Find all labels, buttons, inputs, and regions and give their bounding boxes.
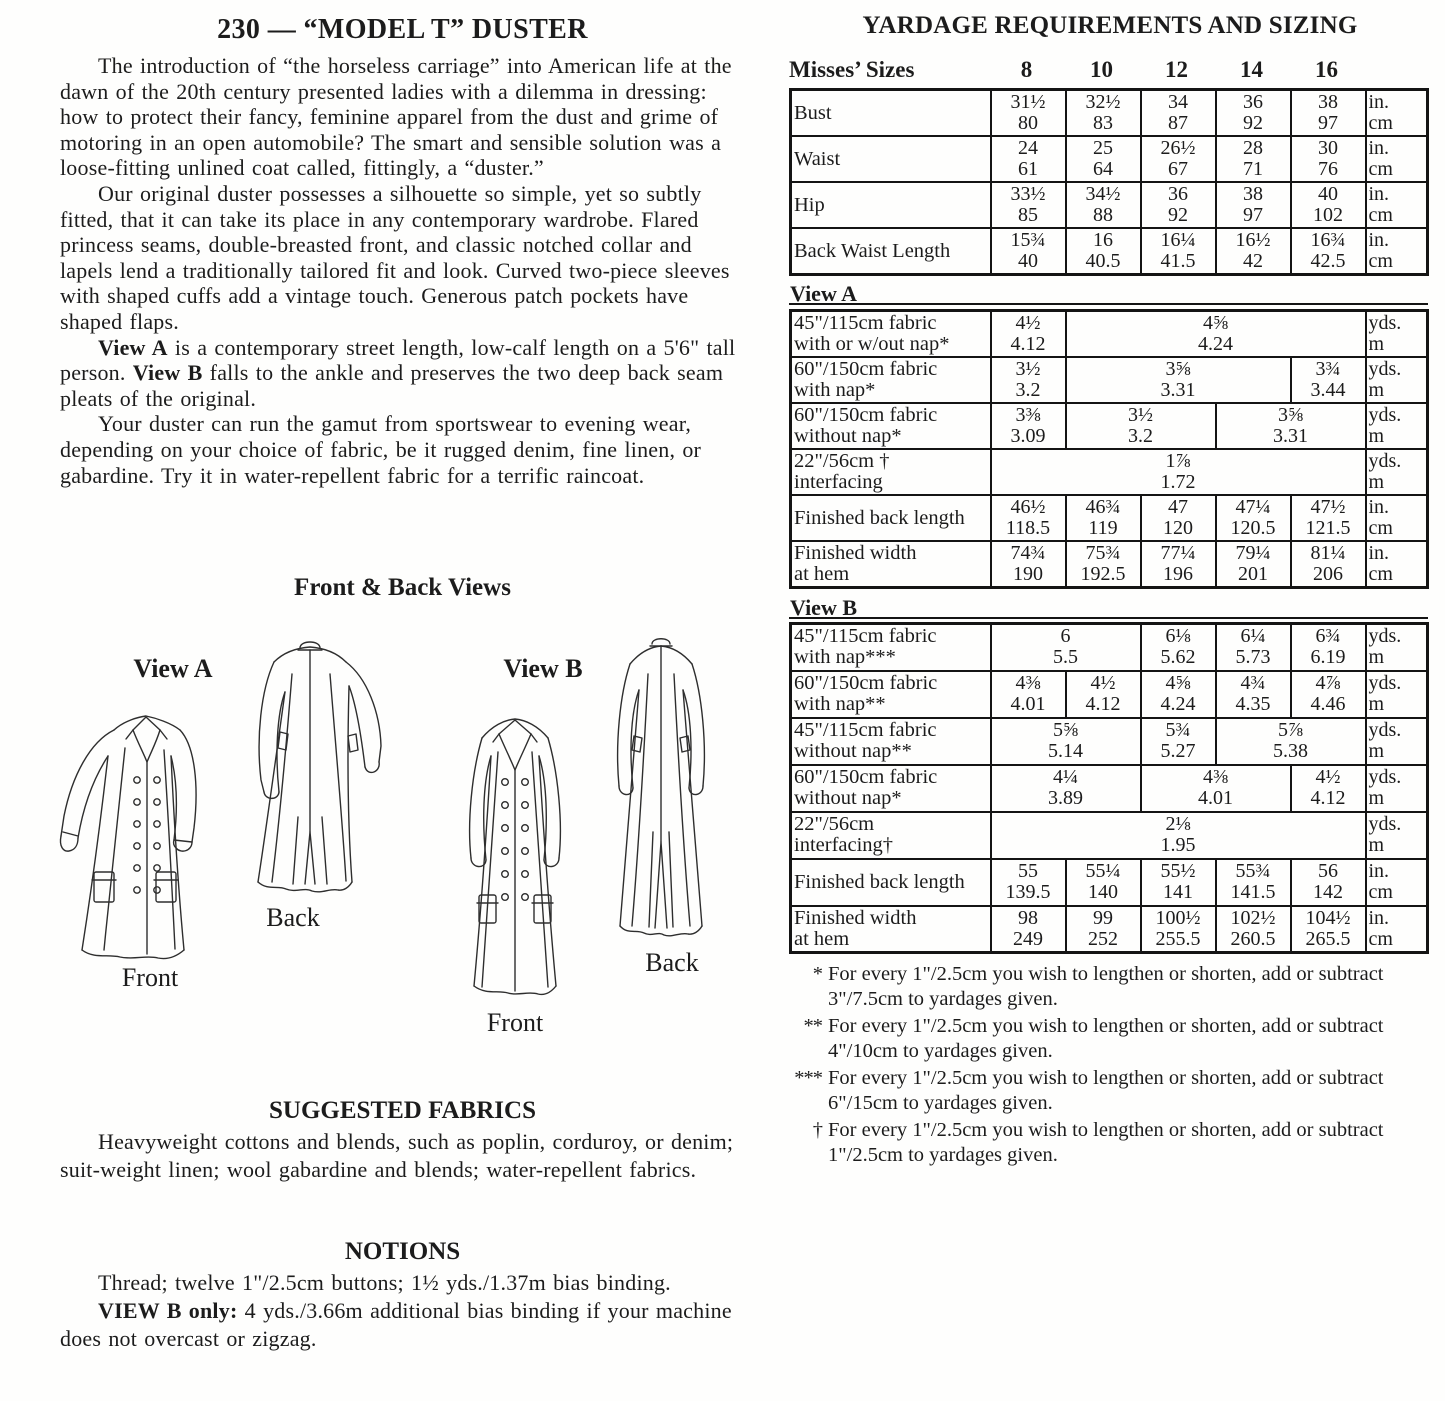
row-label: Waist — [791, 136, 991, 182]
value-cell: 4⅞ 4.46 — [1291, 671, 1366, 718]
value-cell: 98 249 — [991, 906, 1066, 953]
value-cell: 56 142 — [1291, 859, 1366, 906]
unit-cell: yds. m — [1366, 718, 1428, 765]
paragraph — [60, 53, 746, 181]
table-row — [791, 812, 1428, 859]
table-row — [791, 90, 1428, 137]
row-label: Finished width at hem — [791, 541, 991, 588]
views-heading: Front & Back Views — [294, 574, 511, 601]
view-b-label: View B — [503, 654, 583, 683]
value-cell: 74¾ 190 — [991, 541, 1066, 588]
value-cell: 79¼ 201 — [1216, 541, 1291, 588]
value-cell: 3⅝ 3.31 — [1216, 403, 1366, 449]
value-cell: 5⅞ 5.38 — [1216, 718, 1366, 765]
row-label: 60"/150cm fabric without nap* — [791, 765, 991, 812]
value-cell: 5⅝ 5.14 — [991, 718, 1141, 765]
value-cell: 4½ 4.12 — [1066, 671, 1141, 718]
value-cell: 6¾ 6.19 — [1291, 624, 1366, 671]
view-b-back-illustration — [598, 632, 724, 954]
size-numbers — [989, 57, 1364, 83]
intro-text-block — [60, 53, 746, 488]
size-column-header: 14 — [1240, 57, 1263, 82]
value-cell: 16 40.5 — [1066, 228, 1141, 275]
value-cell: 4⅜ 4.01 — [1141, 765, 1291, 812]
value-cell: 40 102 — [1291, 182, 1366, 228]
row-label: 45"/115cm fabric with nap*** — [791, 624, 991, 671]
value-cell: 104½ 265.5 — [1291, 906, 1366, 953]
size-column-header: 10 — [1090, 57, 1113, 82]
table-row — [791, 718, 1428, 765]
coat-outline — [60, 716, 196, 959]
row-label: 60"/150cm fabric without nap* — [791, 403, 991, 449]
row-label: 60"/150cm fabric with nap* — [791, 357, 991, 403]
value-cell: 47½ 121.5 — [1291, 495, 1366, 541]
view-b-front-caption: Front — [486, 1008, 544, 1037]
value-cell: 4¾ 4.35 — [1216, 671, 1291, 718]
value-cell: 24 61 — [991, 136, 1066, 182]
value-cell: 6 5.5 — [991, 624, 1141, 671]
unit-cell: yds. m — [1366, 765, 1428, 812]
footnote-text: For every 1"/2.5cm you wish to lengthen or shorten, add or subtract 1"/2.5cm to yardages given. — [828, 1119, 1384, 1166]
view-a-label: View A — [133, 654, 213, 683]
paragraph: Thread; twelve 1"/2.5cm buttons; 1½ yds./1.37m bias binding. — [98, 1270, 671, 1295]
row-label: 22"/56cm interfacing† — [791, 812, 991, 859]
value-cell: 36 92 — [1216, 90, 1291, 137]
table-row — [791, 182, 1428, 228]
view-a-front-caption: Front — [121, 963, 179, 992]
value-cell: 46¾ 119 — [1066, 495, 1141, 541]
table-row — [791, 541, 1428, 588]
footnote-text: For every 1"/2.5cm you wish to lengthen or shorten, add or subtract 3"/7.5cm to yardages given. — [828, 963, 1384, 1010]
misses-sizes-label: Misses’ Sizes — [789, 57, 915, 82]
value-cell: 31½ 80 — [991, 90, 1066, 137]
notions-heading: NOTIONS — [344, 1238, 461, 1265]
value-cell: 5¾ 5.27 — [1141, 718, 1216, 765]
footnote-text: For every 1"/2.5cm you wish to lengthen or shorten, add or subtract 4"/10cm to yardages given. — [828, 1015, 1384, 1062]
table-row — [791, 671, 1428, 718]
unit-cell: in. cm — [1366, 495, 1428, 541]
table-row — [791, 357, 1428, 403]
unit-cell: yds. m — [1366, 624, 1428, 671]
footnote — [786, 1118, 1438, 1168]
view-b-yardage-table — [789, 622, 1429, 954]
footnote-text: For every 1"/2.5cm you wish to lengthen or shorten, add or subtract 6"/15cm to yardages given. — [828, 1067, 1384, 1114]
view-b-front-illustration — [452, 690, 578, 1008]
row-label: Finished width at hem — [791, 906, 991, 953]
value-cell: 47 120 — [1141, 495, 1216, 541]
value-cell: 4½ 4.12 — [1291, 765, 1366, 812]
value-cell: 34 87 — [1141, 90, 1216, 137]
view-a-back-caption: Back — [266, 903, 320, 932]
value-cell: 38 97 — [1291, 90, 1366, 137]
value-cell: 30 76 — [1291, 136, 1366, 182]
unit-cell: in. cm — [1366, 541, 1428, 588]
suggested-fabrics-heading: SUGGESTED FABRICS — [269, 1097, 536, 1124]
value-cell: 28 71 — [1216, 136, 1291, 182]
value-cell: 55¼ 140 — [1066, 859, 1141, 906]
text-run: Our original duster possesses a silhouette so simple, yet so subtly fitted, that it can take its place in any contemporary wardrobe. Flared princess seams, double-breasted front, and classic notched collar and lapels lend a traditionally tailored fit and look. Curved two-piece sleeves with shaped cuffs add a vintage touch. Generous patch pockets have shaped flaps. — [60, 180, 730, 334]
footnotes-block — [786, 962, 1438, 1170]
value-cell: 3½ 3.2 — [991, 357, 1066, 403]
value-cell: 47¼ 120.5 — [1216, 495, 1291, 541]
unit-cell: yds. m — [1366, 357, 1428, 403]
value-cell: 6⅛ 5.62 — [1141, 624, 1216, 671]
row-label: 60"/150cm fabric with nap** — [791, 671, 991, 718]
view-b-section-label: View B — [790, 595, 858, 620]
view-a-back-illustration — [228, 632, 392, 908]
value-cell: 15¾ 40 — [991, 228, 1066, 275]
coat-outline — [618, 639, 705, 936]
table-row — [791, 136, 1428, 182]
unit-cell: in. cm — [1366, 90, 1428, 137]
footnote-marker: † — [812, 1119, 822, 1141]
text-run: View A — [98, 334, 168, 360]
value-cell: 55 139.5 — [991, 859, 1066, 906]
footnote-marker: ** — [803, 1015, 822, 1037]
footnote — [786, 1066, 1438, 1116]
paragraph: Heavyweight cottons and blends, such as poplin, corduroy, or denim; suit-weight linen; wool gabardine and blends; water-repellent fabrics. — [60, 1129, 734, 1182]
paragraph — [60, 1297, 746, 1353]
value-cell: 16¾ 42.5 — [1291, 228, 1366, 275]
table-row — [791, 624, 1428, 671]
sizes-header-row — [789, 57, 1426, 83]
value-cell: 3½ 3.2 — [1066, 403, 1216, 449]
value-cell: 4¼ 3.89 — [991, 765, 1141, 812]
size-column-header: 16 — [1315, 57, 1338, 82]
value-cell: 16½ 42 — [1216, 228, 1291, 275]
text-run: The introduction of “the horseless carriage” into American life at the dawn of the 20th century presented ladies with a dilemma in dressing: how to protect their fancy, feminine apparel from the dust and grime of motoring in an open automobile? The smart and sensible solution was a loose-fitting unlined coat called, fittingly, a “duster.” — [60, 53, 732, 181]
footnote — [786, 962, 1438, 1012]
value-cell: 4⅜ 4.01 — [991, 671, 1066, 718]
table-row — [791, 765, 1428, 812]
table-row — [791, 311, 1428, 358]
value-cell: 46½ 118.5 — [991, 495, 1066, 541]
value-cell: 36 92 — [1141, 182, 1216, 228]
value-cell: 102½ 260.5 — [1216, 906, 1291, 953]
size-column-header: 12 — [1165, 57, 1188, 82]
text-run: falls to the ankle and preserves the two deep back seam pleats of the original. — [60, 360, 724, 411]
unit-cell: in. cm — [1366, 859, 1428, 906]
text-run: View B — [132, 360, 203, 386]
row-label: 45"/115cm fabric without nap** — [791, 718, 991, 765]
unit-cell: yds. m — [1366, 812, 1428, 859]
unit-cell: in. cm — [1366, 906, 1428, 953]
table-row — [791, 403, 1428, 449]
value-cell: 55½ 141 — [1141, 859, 1216, 906]
unit-cell: in. cm — [1366, 182, 1428, 228]
table-row — [791, 495, 1428, 541]
view-a-yardage-table — [789, 309, 1429, 589]
text-run: Your duster can run the gamut from sportswear to evening wear, depending on your choice of fabric, be it rugged denim, fine linen, or gabardine. Try it in water-repellent fabric for a terrific raincoat. — [60, 411, 702, 488]
divider — [789, 303, 1428, 305]
table-row — [791, 906, 1428, 953]
table-row — [791, 449, 1428, 495]
row-label: Bust — [791, 90, 991, 137]
page-title: 230 — “MODEL T” DUSTER — [217, 14, 588, 45]
table-row — [791, 228, 1428, 275]
value-cell: 3⅜ 3.09 — [991, 403, 1066, 449]
size-column-header: 8 — [1020, 57, 1033, 82]
value-cell: 25 64 — [1066, 136, 1141, 182]
footnote-marker: *** — [794, 1067, 822, 1089]
paragraph — [60, 411, 746, 488]
table-row — [791, 859, 1428, 906]
text-run: 4 yds./3.66m additional bias binding if your machine does not overcast or zigzag. — [60, 1298, 732, 1351]
row-label: Finished back length — [791, 859, 991, 906]
view-a-front-illustration — [50, 688, 220, 968]
value-cell: 3⅝ 3.31 — [1066, 357, 1291, 403]
value-cell: 4½ 4.12 — [991, 311, 1066, 358]
row-label: Finished back length — [791, 495, 991, 541]
value-cell: 4⅝ 4.24 — [1141, 671, 1216, 718]
value-cell: 77¼ 196 — [1141, 541, 1216, 588]
value-cell: 38 97 — [1216, 182, 1291, 228]
sizing-table — [789, 88, 1429, 276]
divider — [789, 617, 1428, 619]
value-cell: 34½ 88 — [1066, 182, 1141, 228]
footnote-marker: * — [812, 963, 822, 985]
value-cell: 2⅛ 1.95 — [991, 812, 1366, 859]
coat-outline — [470, 719, 561, 994]
value-cell: 99 252 — [1066, 906, 1141, 953]
value-cell: 26½ 67 — [1141, 136, 1216, 182]
unit-cell: yds. m — [1366, 403, 1428, 449]
view-b-back-caption: Back — [645, 948, 699, 977]
footnote — [786, 1014, 1438, 1064]
paragraph — [60, 181, 746, 335]
value-cell: 1⅞ 1.72 — [991, 449, 1366, 495]
value-cell: 16¼ 41.5 — [1141, 228, 1216, 275]
value-cell: 55¾ 141.5 — [1216, 859, 1291, 906]
coat-outline — [258, 642, 381, 892]
value-cell: 3¾ 3.44 — [1291, 357, 1366, 403]
value-cell: 81¼ 206 — [1291, 541, 1366, 588]
unit-cell: in. cm — [1366, 136, 1428, 182]
notions-text — [60, 1269, 746, 1353]
text-run: is a contemporary street length, low-calf length on a 5'6" tall person. — [60, 334, 736, 386]
yardage-heading: YARDAGE REQUIREMENTS AND SIZING — [862, 12, 1358, 39]
value-cell: 4⅝ 4.24 — [1066, 311, 1366, 358]
unit-cell: yds. m — [1366, 311, 1428, 358]
value-cell: 32½ 83 — [1066, 90, 1141, 137]
suggested-fabrics-text — [60, 1128, 746, 1184]
row-label: 45"/115cm fabric with or w/out nap* — [791, 311, 991, 358]
text-run: VIEW B only: — [98, 1298, 238, 1323]
row-label: Hip — [791, 182, 991, 228]
row-label: Back Waist Length — [791, 228, 991, 275]
unit-cell: in. cm — [1366, 228, 1428, 275]
value-cell: 6¼ 5.73 — [1216, 624, 1291, 671]
view-a-section-label: View A — [790, 281, 858, 306]
value-cell: 100½ 255.5 — [1141, 906, 1216, 953]
unit-cell: yds. m — [1366, 449, 1428, 495]
paragraph — [60, 335, 746, 412]
unit-cell: yds. m — [1366, 671, 1428, 718]
row-label: 22"/56cm † interfacing — [791, 449, 991, 495]
value-cell: 75¾ 192.5 — [1066, 541, 1141, 588]
value-cell: 33½ 85 — [991, 182, 1066, 228]
